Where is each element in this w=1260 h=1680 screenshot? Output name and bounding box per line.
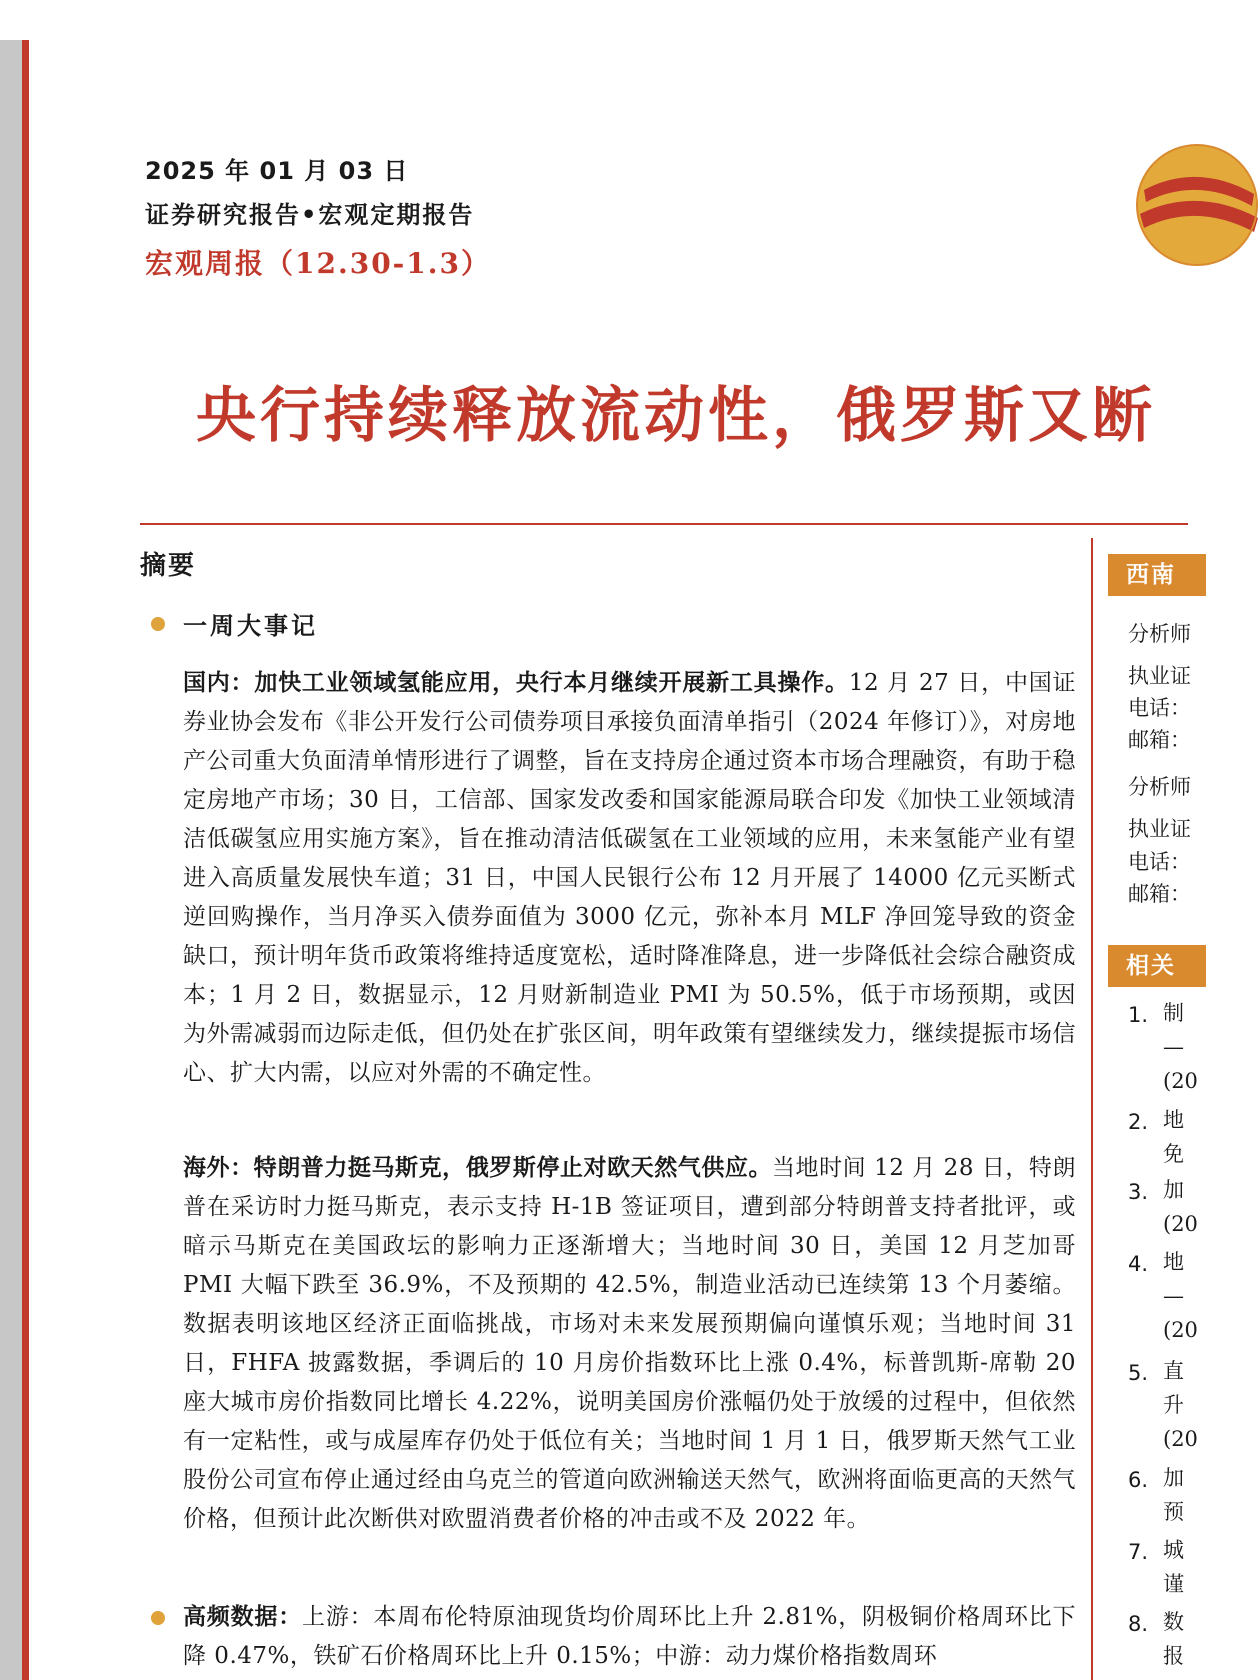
related-item-line[interactable]: (20 xyxy=(1163,1427,1198,1451)
section-title: 一周大事记 xyxy=(183,611,318,640)
license-label: 执业证 xyxy=(1128,817,1191,841)
related-num: 5. xyxy=(1128,1361,1149,1385)
sidebar-org-tag: 西南 xyxy=(1108,554,1206,596)
related-item-line[interactable]: 谨 xyxy=(1163,1572,1184,1596)
related-item-line[interactable]: — xyxy=(1163,1035,1184,1059)
related-item-line[interactable]: (20 xyxy=(1163,1318,1198,1342)
related-num: 8. xyxy=(1128,1612,1149,1636)
related-item-line[interactable]: 数 xyxy=(1163,1610,1184,1634)
related-item-line[interactable]: 加 xyxy=(1163,1466,1184,1490)
headline: 央行持续释放流动性，俄罗斯又断 xyxy=(196,381,1156,451)
hf-body: 上游：本周布伦特原油现货均价周环比上升 2.81%，阴极铜价格周环比下降 0.47%，铁矿石价格周环比上升 0.15%；中游：动力煤价格指数周环 xyxy=(183,1604,1076,1669)
phone-label: 电话： xyxy=(1128,850,1191,874)
phone-label: 电话： xyxy=(1128,696,1191,720)
domestic-paragraph xyxy=(183,663,1076,1093)
related-num: 6. xyxy=(1128,1468,1149,1492)
related-item-line[interactable]: 地 xyxy=(1163,1108,1184,1132)
header-divider xyxy=(140,523,1188,525)
related-item-line[interactable]: 免 xyxy=(1163,1142,1184,1166)
domestic-body: 12 月 27 日，中国证券业协会发布《非公开发行公司债券项目承接负面清单指引（2024 年修订）》，对房地产公司重大负面清单情形进行了调整，旨在支持房企通过资本市场合理融资，有助于稳定房地产市场；30 日，工信部、国家发改委和国家能源局联合印发《加快工业领域清洁低碳氢应用实施方案》，旨在推动清洁低碳氢在工业领域的应用，未来氢能产业有望进入高质量发展快车道；31 日，中国人民银行公布 12 月开展了 14000 亿元买断式逆回购操作，当月净买入债券面值为 3000 亿元，弥补本月 MLF 净回笼导致的资金缺口，预计明年货币政策将维持适度宽松，适时降准降息，进一步降低社会综合融资成本；1 月 2 日，数据显示，12 月财新制造业 PMI 为 50.5%，低于市场预期，或因为外需减弱而边际走低，但仍处在扩张区间，明年政策有望继续发力，继续提振市场信心、扩大内需，以应对外需的不确定性。 xyxy=(183,670,1077,1086)
email-label: 邮箱： xyxy=(1128,728,1191,752)
report-type: 证券研究报告•宏观定期报告 xyxy=(145,200,475,229)
report-subtitle: 宏观周报（12.30-1.3） xyxy=(145,247,492,280)
bullet-dot xyxy=(151,1611,165,1625)
overseas-body: 当地时间 12 月 28 日，特朗普在采访时力挺马斯克，表示支持 H-1B 签证项目，遭到部分特朗普支持者批评，或暗示马斯克在美国政坛的影响力正逐渐增大；当地时间 30 日，美国 12 月芝加哥 PMI 大幅下跌至 36.9%，不及预期的 42.5%，制造业活动已连续第 13 个月萎缩。数据表明该地区经济正面临挑战，市场对未来发展预期偏向谨慎乐观；当地时间 31 日，FHFA 披露数据，季调后的 10 月房价指数环比上涨 0.4%，标普凯斯-席勒 20 座大城市房价指数同比增长 4.22%，说明美国房价涨幅仍处于放缓的过程中，但依然有一定粘性，或与成屋库存仍处于低位有关；当地时间 1 月 1 日，俄罗斯天然气工业股份公司宣布停止通过经由乌克兰的管道向欧洲输送天然气，欧洲将面临更高的天然气价格，但预计此次断供对欧盟消费者价格的冲击或不及 2022 年。 xyxy=(183,1155,1076,1532)
related-num: 7. xyxy=(1128,1540,1149,1564)
related-num: 2. xyxy=(1128,1110,1149,1134)
sidebar-related-tag: 相关 xyxy=(1108,945,1206,987)
high-frequency-paragraph xyxy=(183,1597,1076,1676)
related-item-line[interactable]: 报 xyxy=(1163,1644,1184,1668)
related-item-line[interactable]: (20 xyxy=(1163,1069,1198,1093)
related-item-line[interactable]: 制 xyxy=(1163,1001,1184,1025)
related-item-line[interactable]: — xyxy=(1163,1284,1184,1308)
related-num: 4. xyxy=(1128,1252,1149,1276)
sidebar-divider xyxy=(1091,538,1093,1680)
overseas-lead: 海外：特朗普力挺马斯克，俄罗斯停止对欧天然气供应。 xyxy=(183,1154,772,1181)
related-num: 3. xyxy=(1128,1180,1149,1204)
report-date: 2025 年 01 月 03 日 xyxy=(145,157,409,185)
related-item-line[interactable]: (20 xyxy=(1163,1212,1198,1236)
analyst-label: 分析师 xyxy=(1128,622,1191,646)
related-item-line[interactable]: 城 xyxy=(1163,1538,1184,1562)
abstract-title: 摘要 xyxy=(140,551,197,581)
email-label: 邮箱： xyxy=(1128,882,1191,906)
related-item-line[interactable]: 地 xyxy=(1163,1250,1184,1274)
related-item-line[interactable]: 直 xyxy=(1163,1359,1184,1383)
license-label: 执业证 xyxy=(1128,664,1191,688)
company-logo-icon xyxy=(1134,142,1260,268)
related-item-line[interactable]: 预 xyxy=(1163,1500,1184,1524)
overseas-paragraph xyxy=(183,1148,1076,1539)
bullet-dot xyxy=(151,617,165,631)
analyst-label: 分析师 xyxy=(1128,775,1191,799)
domestic-lead: 国内：加快工业领域氢能应用，央行本月继续开展新工具操作。 xyxy=(183,669,849,696)
hf-lead: 高频数据： xyxy=(183,1603,303,1630)
related-item-line[interactable]: 加 xyxy=(1163,1178,1184,1202)
related-item-line[interactable]: 升 xyxy=(1163,1393,1184,1417)
left-red-stripe xyxy=(22,40,29,1680)
related-num: 1. xyxy=(1128,1003,1149,1027)
